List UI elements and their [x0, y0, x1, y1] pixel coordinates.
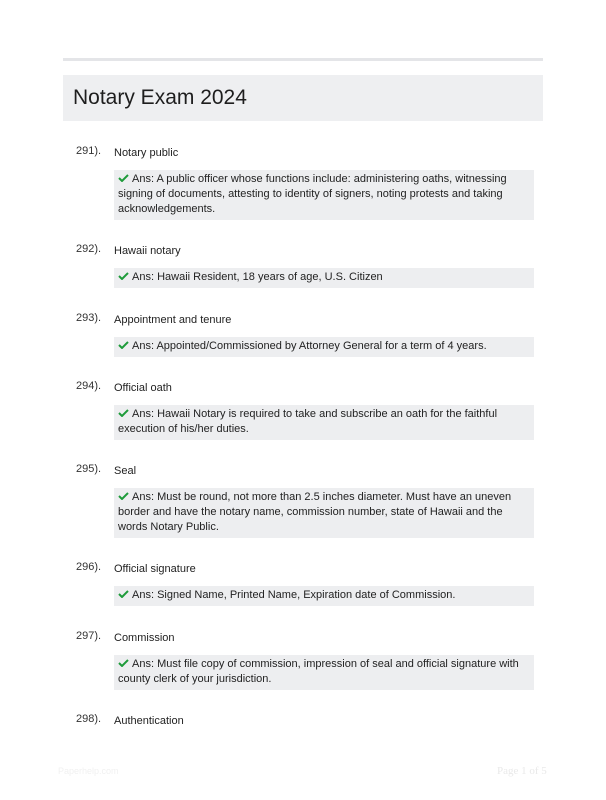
- question-number: 298).: [76, 713, 102, 725]
- check-icon: [118, 174, 129, 182]
- answer-box: [114, 405, 534, 440]
- question-number: 292).: [76, 243, 102, 255]
- check-icon: [118, 492, 129, 500]
- answer-text: Ans: Appointed/Commissioned by Attorney General for a term of 4 years.: [132, 340, 487, 352]
- answer-box: [114, 655, 534, 690]
- question-number: 295).: [76, 463, 102, 475]
- question-term: Official oath: [114, 382, 172, 394]
- answer-text: Ans: Must be round, not more than 2.5 inches diameter. Must have an uneven border and have the notary name, commission number, state of Hawaii and the words Notary Public.: [118, 491, 512, 533]
- check-icon: [118, 272, 129, 280]
- answer-box: [114, 488, 534, 538]
- check-icon: [118, 590, 129, 598]
- question-number: 297).: [76, 630, 102, 642]
- question-number: 291).: [76, 145, 102, 157]
- page-title: Notary Exam 2024: [73, 86, 247, 109]
- footer-watermark: Paperhelp.com: [58, 766, 119, 776]
- answer-text: Ans: A public officer whose functions include: administering oaths, witnessing signing of documents, attesting to identity of signers, noting protests and taking acknowledgements.: [118, 173, 507, 215]
- question-number: 294).: [76, 380, 102, 392]
- title-bar: [63, 75, 543, 121]
- page-number: Page 1 of 5: [497, 765, 547, 777]
- question-term: Commission: [114, 632, 175, 644]
- answer-box: [114, 170, 534, 220]
- question-term: Hawaii notary: [114, 245, 181, 257]
- question-term: Authentication: [114, 715, 184, 727]
- check-icon: [118, 659, 129, 667]
- answer-box: [114, 268, 534, 288]
- answer-text: Ans: Must file copy of commission, impression of seal and official signature with county clerk of your jurisdiction.: [118, 658, 519, 685]
- check-icon: [118, 409, 129, 417]
- answer-text: Ans: Hawaii Resident, 18 years of age, U.S. Citizen: [132, 271, 383, 283]
- question-term: Appointment and tenure: [114, 314, 232, 326]
- question-number: 293).: [76, 312, 102, 324]
- answer-box: [114, 337, 534, 357]
- answer-text: Ans: Signed Name, Printed Name, Expiration date of Commission.: [132, 589, 456, 601]
- answer-text: Ans: Hawaii Notary is required to take and subscribe an oath for the faithful execution of his/her duties.: [118, 408, 498, 435]
- question-term: Notary public: [114, 147, 179, 159]
- question-term: Official signature: [114, 563, 196, 575]
- answer-box: [114, 586, 534, 606]
- question-term: Seal: [114, 465, 137, 477]
- question-number: 296).: [76, 561, 102, 573]
- top-divider: [63, 58, 543, 61]
- check-icon: [118, 341, 129, 349]
